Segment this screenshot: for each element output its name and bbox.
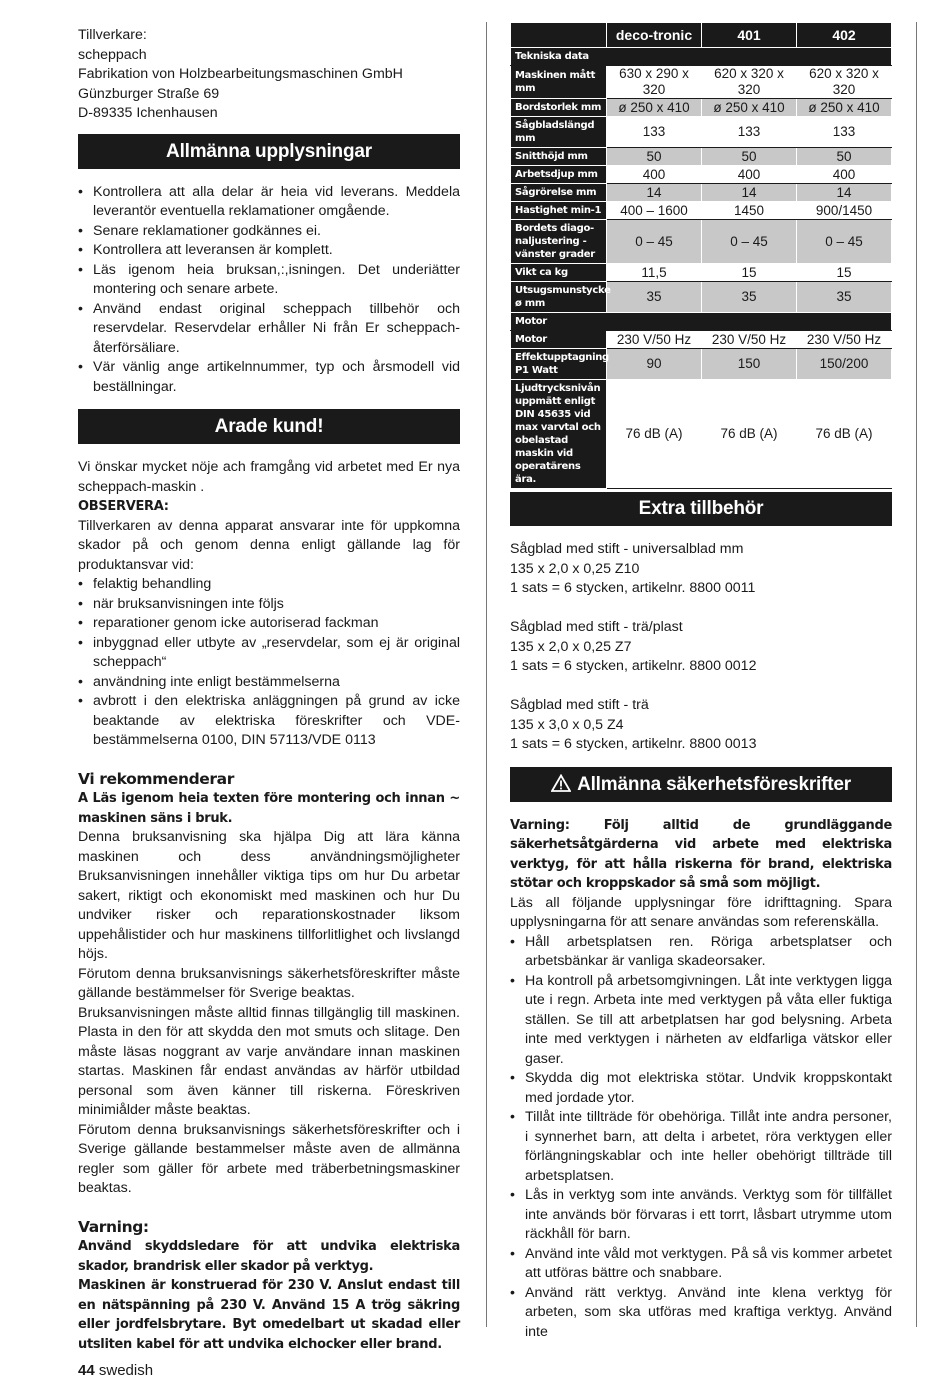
table-cell: 50 xyxy=(702,148,797,166)
table-row xyxy=(511,184,892,202)
table-row xyxy=(511,331,892,349)
row-label: Hastighet min-1 xyxy=(511,202,607,220)
row-label: Bordstorlek mm xyxy=(511,99,607,117)
column-header: 402 xyxy=(797,23,892,48)
table-cell: 620 x 320 x 320 xyxy=(702,66,797,99)
table-cell: 133 xyxy=(797,117,892,148)
manufacturer-line: scheppach xyxy=(78,46,147,63)
recommend-paragraph: Denna bruksanvisning ska hjälpa Dig att lära känna maskinen och dess användningsmöjligheter Bruksanvisningen innehåller viktiga tips om hur Du arbetar sakert, riktigt och ekonomiskt med maskinen och hur Du undviker risker och reparationskostnader liksom uppehålistider och hur maskinens tillforlitlighet och livslangd höjs. xyxy=(78,829,460,962)
observe-text: Tillverkaren av denna apparat ansvarar inte för uppkomna skador på och genom denna enligt gällande lag för produktansvar vid: xyxy=(78,517,460,573)
accessory-line: 135 x 2,0 x 0,25 Z7 xyxy=(510,638,632,655)
row-label: Vikt ca kg xyxy=(511,264,607,282)
table-cell: 400 xyxy=(797,166,892,184)
table-cell: 1450 xyxy=(702,202,797,220)
spec-table xyxy=(510,22,892,489)
list-item: • Ha kontroll på arbetsomgivningen. Låt inte verktygen ligga ute i regn. Arbeta inte med verktygen på våta eller fuktiga ställen. Se till att arbetplatsen har god belysning. Arbeta inte med verktygen i närheten av eldfarliga vätskor eller gaser. xyxy=(510,972,892,1070)
table-cell: 133 xyxy=(607,117,702,148)
table-row xyxy=(511,166,892,184)
accessory-item xyxy=(510,696,892,755)
accessory-line: Sågblad med stift - trä xyxy=(510,697,649,713)
list-item: • Använd inte våld mot verktygen. På så vis kommer arbetet att utföras bättre och snabbare. xyxy=(510,1245,892,1284)
list-item: • Skydda dig mot elektriska stötar. Undvik kroppskontakt med jordade ytor. xyxy=(510,1069,892,1108)
row-label: Effektupptagning P1 Watt xyxy=(511,349,607,380)
table-cell: 150 xyxy=(702,349,797,380)
table-cell: 11,5 xyxy=(607,264,702,282)
table-row xyxy=(511,220,892,264)
table-cell: 35 xyxy=(702,282,797,313)
row-label: Bordets diago-naljustering - vänster grader xyxy=(511,220,607,264)
warning-section xyxy=(78,1218,460,1355)
table-row xyxy=(511,349,892,380)
footer-language: swedish xyxy=(98,1362,154,1379)
list-item: • Lås in verktyg som inte används. Verktyg som för tillfället inte används bör förvaras i ett torrt, låsbart utrymme utom räckhåll för barn. xyxy=(510,1186,892,1245)
table-cell: 90 xyxy=(607,349,702,380)
list-item: • Använd rätt verktyg. Använd inte klena verktyg för arbeten, som ska utföras med kraftiga verktyg. Använd inte xyxy=(510,1284,892,1343)
manufacturer-line: D-89335 Ichenhausen xyxy=(78,105,218,121)
accessory-line: 135 x 3,0 x 0,5 Z4 xyxy=(510,716,624,733)
list-item: • Kontrollera att leveransen är komplett. xyxy=(78,241,460,261)
manufacturer-line: Fabrikation von Holzbearbeitungsmaschinen GmbH xyxy=(78,66,403,82)
list-item: • när bruksanvisningen inte följs xyxy=(78,595,460,615)
list-item: • Läs igenom heia bruksan,:,isningen. Det underiätter montering och senare arbete. xyxy=(78,261,460,300)
warning-triangle-icon xyxy=(551,767,571,802)
page-footer xyxy=(78,1362,153,1379)
table-cell: 0 – 45 xyxy=(607,220,702,264)
row-label: Snitthöjd mm xyxy=(511,148,607,166)
table-cell: 14 xyxy=(607,184,702,202)
list-item: • felaktig behandling xyxy=(78,575,460,595)
accessory-line: 1 sats = 6 stycken, artikelnr. 8800 0011 xyxy=(510,580,756,596)
recommend-paragraph: Förutom denna bruksanvisnings säkerhetsföreskrifter och i Sverige gällande bestammelser måste aven de allmänna regler som gäller för arbete med träberbetningsmaskiner beaktas. xyxy=(78,1121,460,1196)
observe-label: OBSERVERA: xyxy=(78,499,169,514)
row-label: Tekniska data xyxy=(511,48,892,66)
list-item: • Använd endast original scheppach tillbehör och reservdelar. Reservdelar erhåller Ni från Er scheppach-återförsäliare. xyxy=(78,300,460,359)
accessory-line: Sågblad med stift - universalblad mm xyxy=(510,541,744,557)
table-cell: 76 dB (A) xyxy=(702,380,797,489)
list-item: • avbrott i den elektriska anläggningen på grund av icke beaktande av elektriska föreskrifter och VDE-bestämmelserna 0100, DIN 57113/VDE 0113 xyxy=(78,692,460,751)
list-item: • Tillåt inte tillträde för obehöriga. Tillåt inte andra personer, i synnerhet barn, att delta i arbetet, röra verktygen eller förlängningskablar och inte heller obehörigt tillträde till arbetsplatsen. xyxy=(510,1108,892,1186)
table-row xyxy=(511,117,892,148)
row-label: Utsugsmunstycke ø mm xyxy=(511,282,607,313)
list-item: • Håll arbetsplatsen ren. Röriga arbetsplatser och arbetsbänkar är vanliga skadeorsaker. xyxy=(510,933,892,972)
table-cell: 76 dB (A) xyxy=(797,380,892,489)
table-cell: 400 – 1600 xyxy=(607,202,702,220)
row-label: Ljudtrycksnivån uppmätt enligt DIN 45635 vid max varvtal och obelastad maskin vid operatärens ära. xyxy=(511,380,607,489)
list-item: • Senare reklamationer godkännes ei. xyxy=(78,222,460,242)
table-cell: ø 250 x 410 xyxy=(702,99,797,117)
column-divider-left xyxy=(486,22,487,1327)
accessory-line: 1 sats = 6 stycken, artikelnr. 8800 0013 xyxy=(510,736,757,752)
general-info-heading: Allmänna upplysningar xyxy=(78,134,460,169)
manufacturer-line: Günzburger Straße 69 xyxy=(78,85,220,102)
accessories-heading: Extra tillbehör xyxy=(510,492,892,526)
row-label: Arbetsdjup mm xyxy=(511,166,607,184)
manufacturer-block xyxy=(78,26,460,124)
table-cell: 0 – 45 xyxy=(702,220,797,264)
table-cell: 14 xyxy=(797,184,892,202)
safety-section xyxy=(510,816,892,1343)
table-cell: 630 x 290 x 320 xyxy=(607,66,702,99)
list-item: • inbyggnad eller utbyte av „reservdelar, som ej är original scheppach“ xyxy=(78,634,460,673)
table-cell: ø 250 x 410 xyxy=(607,99,702,117)
spec-table-header xyxy=(511,23,892,48)
table-cell: 230 V/50 Hz xyxy=(607,331,702,349)
right-column xyxy=(510,22,892,1342)
dear-customer-heading: Arade kund! xyxy=(78,409,460,444)
list-item: • Vär vänlig ange artikelnnummer, typ och årsmodell vid beställningar. xyxy=(78,358,460,397)
accessory-item xyxy=(510,540,892,599)
table-cell: 230 V/50 Hz xyxy=(702,331,797,349)
table-cell: 50 xyxy=(797,148,892,166)
table-cell: 0 – 45 xyxy=(797,220,892,264)
row-label: Motor xyxy=(511,331,607,349)
table-cell: 15 xyxy=(702,264,797,282)
page-number: 44 xyxy=(78,1362,95,1379)
liability-list xyxy=(78,575,460,751)
table-row xyxy=(511,282,892,313)
accessory-line: Sågblad med stift - trä/plast xyxy=(510,619,683,635)
safety-heading xyxy=(510,767,892,802)
safety-heading-text: Allmänna säkerhetsföreskrifter xyxy=(577,773,851,795)
accessory-line: 135 x 2,0 x 0,25 Z10 xyxy=(510,560,640,577)
table-row xyxy=(511,202,892,220)
list-item: • reparationer genom icke autoriserad fackman xyxy=(78,614,460,634)
dear-customer-intro: Vi önskar mycket nöje ach framgång vid arbetet med Er nya scheppach-maskin . xyxy=(78,459,460,495)
table-cell: 620 x 320 x 320 xyxy=(797,66,892,99)
column-header: deco-tronic xyxy=(607,23,702,48)
table-cell: 35 xyxy=(607,282,702,313)
safety-intro: Läs all följande upplysningar före idrifttagning. Spara upplysningarna för att senare användas som referenskälla. xyxy=(510,894,892,930)
table-cell: 400 xyxy=(702,166,797,184)
table-cell: 15 xyxy=(797,264,892,282)
table-row xyxy=(511,48,892,66)
recommend-bold-intro: A Läs igenom heia texten före montering och innan ~ maskinen säns i bruk. xyxy=(78,791,460,826)
list-item: • Kontrollera att alla delar är heia vid leverans. Meddela leverantör eventuella reklamationer omgående. xyxy=(78,183,460,222)
recommend-section xyxy=(78,770,460,1199)
table-row xyxy=(511,380,892,489)
row-label: Sågbladslängd mm xyxy=(511,117,607,148)
accessory-item xyxy=(510,618,892,677)
table-row xyxy=(511,313,892,331)
header-blank-cell xyxy=(511,23,607,48)
table-row xyxy=(511,99,892,117)
recommend-paragraph: Förutom denna bruksanvisnings säkerhetsföreskrifter måste gällande bestämmelser för Sverige beaktas. xyxy=(78,965,460,1001)
table-row xyxy=(511,66,892,99)
table-row xyxy=(511,264,892,282)
table-cell: 50 xyxy=(607,148,702,166)
table-cell: 76 dB (A) xyxy=(607,380,702,489)
warning-heading: Varning: xyxy=(78,1217,149,1236)
warning-paragraph: Använd skyddsledare för att undvika elektriska skador, brandrisk eller skador på verktyg. xyxy=(78,1239,460,1274)
column-divider-right xyxy=(916,22,917,1327)
row-label: Maskinen mått mm xyxy=(511,66,607,99)
table-cell: 150/200 xyxy=(797,349,892,380)
dear-customer-section xyxy=(78,458,460,751)
table-cell: 230 V/50 Hz xyxy=(797,331,892,349)
accessory-line: 1 sats = 6 stycken, artikelnr. 8800 0012 xyxy=(510,658,757,674)
safety-bold-intro: Varning: Följ alltid de grundläggande säkerhetsåtgärderna vid arbete med elektriska verktyg, för att hålla riskerna för brand, elektriska stötar och kroppskador så små som möjligt. xyxy=(510,817,892,891)
warning-paragraph: Maskinen är konstruerad för 230 V. Anslut endast till en nätspänning på 230 V. Använd 15 A trög säkring eller jordfelsbrytare. Byt omedelbart ut skadad eller utsliten kabel för att undvika elchocker eller brand. xyxy=(78,1278,460,1352)
table-row xyxy=(511,148,892,166)
table-cell: 35 xyxy=(797,282,892,313)
left-column xyxy=(78,26,460,1354)
accessories-list xyxy=(510,540,892,755)
safety-list xyxy=(510,933,892,1343)
row-label: Motor xyxy=(511,313,892,331)
table-cell: ø 250 x 410 xyxy=(797,99,892,117)
row-label: Sågrörelse mm xyxy=(511,184,607,202)
table-cell: 133 xyxy=(702,117,797,148)
table-cell: 14 xyxy=(702,184,797,202)
general-info-list xyxy=(78,183,460,398)
column-header: 401 xyxy=(702,23,797,48)
table-cell: 400 xyxy=(607,166,702,184)
recommend-heading: Vi rekommenderar xyxy=(78,769,234,788)
manufacturer-label: Tillverkare: xyxy=(78,27,147,43)
table-cell: 900/1450 xyxy=(797,202,892,220)
recommend-paragraph: Bruksanvisningen måste alltid finnas tillgänglig till maskinen. Plasta in den för att skydda den mot smuts och slitage. Den måste läsas noggrant av varje användare innan maskinen startas. Maskinen får endast användas av härför utbildad personal som även känner till riskerna. Föreskriven minimiålder måste beaktas. xyxy=(78,1004,460,1118)
list-item: • användning inte enligt bestämmelserna xyxy=(78,673,460,693)
